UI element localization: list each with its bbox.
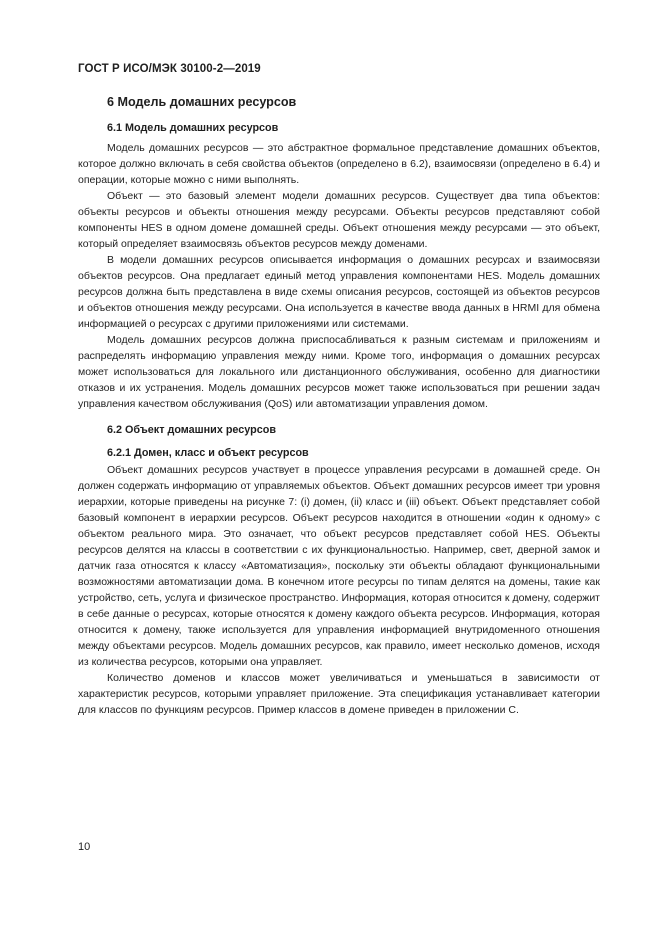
page-number: 10 [78,841,91,853]
section-6-2-1-title: 6.2.1 Домен, класс и объект ресурсов [107,447,309,459]
section-6-1-title: 6.1 Модель домашних ресурсов [107,122,279,134]
paragraph-6-1-a: Модель домашних ресурсов — это абстрактное формальное представление домашних объектов, которое должно включать в себя свойства объектов (определено в 6.2), взаимосвязи (определено в 6.4) и операции, которые можно с ними выполнять. [78,142,600,186]
paragraph-6-2-1-a: Объект домашних ресурсов участвует в процессе управления ресурсами в домашней среде. Он должен содержать информацию от управляемых объектов. Объект домашних ресурсов имеет три уровня иерархии, которые приведены на рисунке 7: (i) домен, (ii) класс и (iii) объект. Объект представляет собой базовый компонент в иерархии ресурсов. Объект ресурсов находится в отношении «один к одному» с объектом реального мира. Это означает, что объект ресурсов представляет собой HES. Объекты ресурсов делятся на классы в соответствии с их функциональностью. Например, свет, дверной замок и датчик газа относятся к классу «Автоматизация», поскольку эти объекты обладают функциональными возможностями автоматизации дома. В конечном итоге ресурсы по типам делятся на домены, такие как устройство, сеть, услуга и физическое пространство. Информация, которая относится к домену, содержит в себе данные о ресурсах, которые относятся к домену каждого объекта ресурсов. Информация, которая относится к домену, также используется для управления информацией внутридоменного отношения между объектами ресурсов. Модель домашних ресурсов, как правило, имеет несколько доменов, исходя из количества ресурсов, которыми она управляет. [78,464,600,668]
section-6-title: 6 Модель домашних ресурсов [107,95,297,109]
paragraph-6-1-c: В модели домашних ресурсов описывается информация о домашних ресурсах и взаимосвязи объектов ресурсов. Она предлагает единый метод управления компонентами HES. Модель домашних ресурсов должна быть представлена в виде схемы описания ресурсов, состоящей из объектов ресурсов и объектов отношения между ресурсами. Она используется в качестве ввода данных в HRMI для обмена информацией о ресурсах с другими приложениями или системами. [78,254,600,330]
standard-id-header: ГОСТ Р ИСО/МЭК 30100-2—2019 [78,63,261,75]
paragraph-6-1-d: Модель домашних ресурсов должна приспосабливаться к разным системам и приложениям и распределять информацию управления между ними. Кроме того, информация о домашних ресурсах может использоваться для локального или дистанционного обслуживания, особенно для диагностики отказов и их устранения. Модель домашних ресурсов может также использоваться при решении задач управления качеством обслуживания (QoS) или автоматизации управления домом. [78,334,600,410]
page-content [78,94,600,718]
paragraph-6-2-1-b: Количество доменов и классов может увеличиваться и уменьшаться в зависимости от характеристик ресурсов, которыми управляет приложение. Эта спецификация устанавливает категории для классов по функциям ресурсов. Пример классов в домене приведен в приложении С. [78,672,600,716]
section-6-2-title: 6.2 Объект домашних ресурсов [107,424,276,436]
paragraph-6-1-b: Объект — это базовый элемент модели домашних ресурсов. Существует два типа объектов: объекты ресурсов и объекты отношения между ресурсами. Объекты ресурсов представляют собой компоненты HES в одном домене домашней среды. Объект отношения между ресурсами — это объект, который определяет взаимосвязь объектов ресурсов между доменами. [78,190,600,250]
